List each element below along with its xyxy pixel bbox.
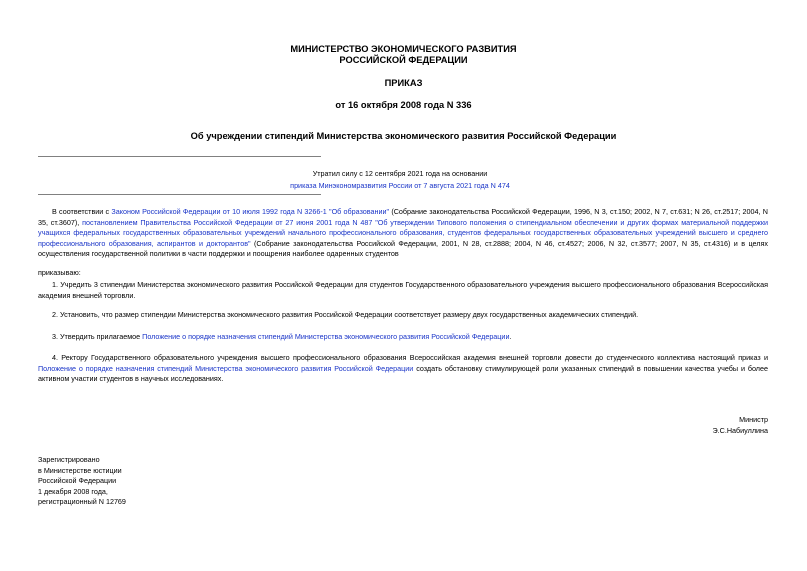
item-3-text: 3. Утвердить прилагаемое — [52, 332, 143, 341]
registration-line-2: в Министерстве юстиции — [38, 465, 122, 475]
signatory-name: Э.С.Набиуллина — [712, 426, 768, 435]
doc-type: ПРИКАЗ — [384, 78, 423, 88]
registration-line-4: 1 декабря 2008 года, — [38, 486, 108, 496]
doc-title: Об учреждении стипендий Министерства экономического развития Российской Федерации — [190, 131, 617, 141]
divider-top — [38, 156, 321, 157]
order-word: приказываю: — [38, 268, 81, 277]
registration-line-1: Зарегистрировано — [38, 455, 100, 464]
registration-line-3: Российской Федерации — [38, 476, 117, 486]
regulation-link[interactable]: Положение о порядке назначения стипендий Министерства экономического развития Российской Федерации — [142, 332, 510, 341]
signatory-position: Министр — [739, 415, 768, 424]
repeal-order-link[interactable]: приказа Минэкономразвития России от 7 августа 2021 года N 474 — [290, 181, 510, 190]
ministry-name — [0, 44, 807, 66]
status-note — [200, 168, 600, 192]
item-3-end: . — [509, 332, 512, 341]
preamble-paragraph — [38, 207, 768, 260]
item-4-text-2: создать обстановку стимулирующей роли указанных стипендий в повышении качества учебы и более активном участии студентов в научных исследованиях. — [38, 363, 768, 383]
government-decree-link[interactable]: постановлением Правительства Российской Федерации от 27 июня 2001 года N 487 "Об утверждении Типового положения о стипендиальном обеспечении и других формах материальной поддержки учащихся федеральных государственных образовательных учреждений начального профессионального образования, студентов федеральных государственных образовательных учреждений высшего и среднего профессионального образования, аспирантов и докторантов" — [38, 217, 769, 248]
item-4 — [38, 353, 768, 385]
registration-line-5: регистрационный N 12769 — [38, 497, 126, 507]
item-3 — [38, 332, 768, 343]
ministry-line-2: РОССИЙСКОЙ ФЕДЕРАЦИИ — [339, 55, 468, 65]
item-4-text-1: 4. Ректору Государственного образовательного учреждения высшего профессионального образования Всероссийская академия внешней торговли довести до студенческого коллектива настоящий приказ и — [52, 353, 768, 362]
preamble-text-1: В соответствии с — [52, 207, 112, 216]
education-law-link[interactable]: Законом Российской Федерации от 10 июля 1992 года N 3266-1 "Об образовании" — [111, 207, 390, 216]
doc-date-number: от 16 октября 2008 года N 336 — [335, 100, 472, 110]
regulation-link-2[interactable]: Положение о порядке назначения стипендий Министерства экономического развития Российской Федерации — [38, 363, 414, 373]
item-2: 2. Установить, что размер стипендии Министерства экономического развития Российской Федерации соответствует размеру двух государственных академических стипендий. — [52, 310, 639, 319]
ministry-line-1: МИНИСТЕРСТВО ЭКОНОМИЧЕСКОГО РАЗВИТИЯ — [290, 44, 517, 54]
status-note-text: Утратил силу с 12 сентября 2021 года на основании — [312, 169, 488, 178]
item-1: 1. Учредить 3 стипендии Министерства экономического развития Российской Федерации для студентов Государственного образовательного учреждения высшего профессионального образования Всероссийская академия внешней торговли. — [38, 280, 768, 300]
signature-block — [713, 414, 768, 436]
preamble-text-2: (Собрание законодательства Российской Федерации, 1996, N 3, ст.150; 2002, N 7, ст.631; N 26, ст.2517; 2004, N 35, ст.3607), — [38, 207, 768, 227]
preamble-text-3: (Собрание законодательства Российской Федерации, 2001, N 28, ст.2888; 2004, N 46, ст.4527; 2006, N 32, ст.3577; 2007, N 35, ст.4316) и в целях осуществления государственной политики в части поддержки и поощрения наиболее одаренных студентов — [38, 238, 768, 258]
divider-bottom — [38, 194, 321, 195]
registration-block — [38, 455, 126, 508]
